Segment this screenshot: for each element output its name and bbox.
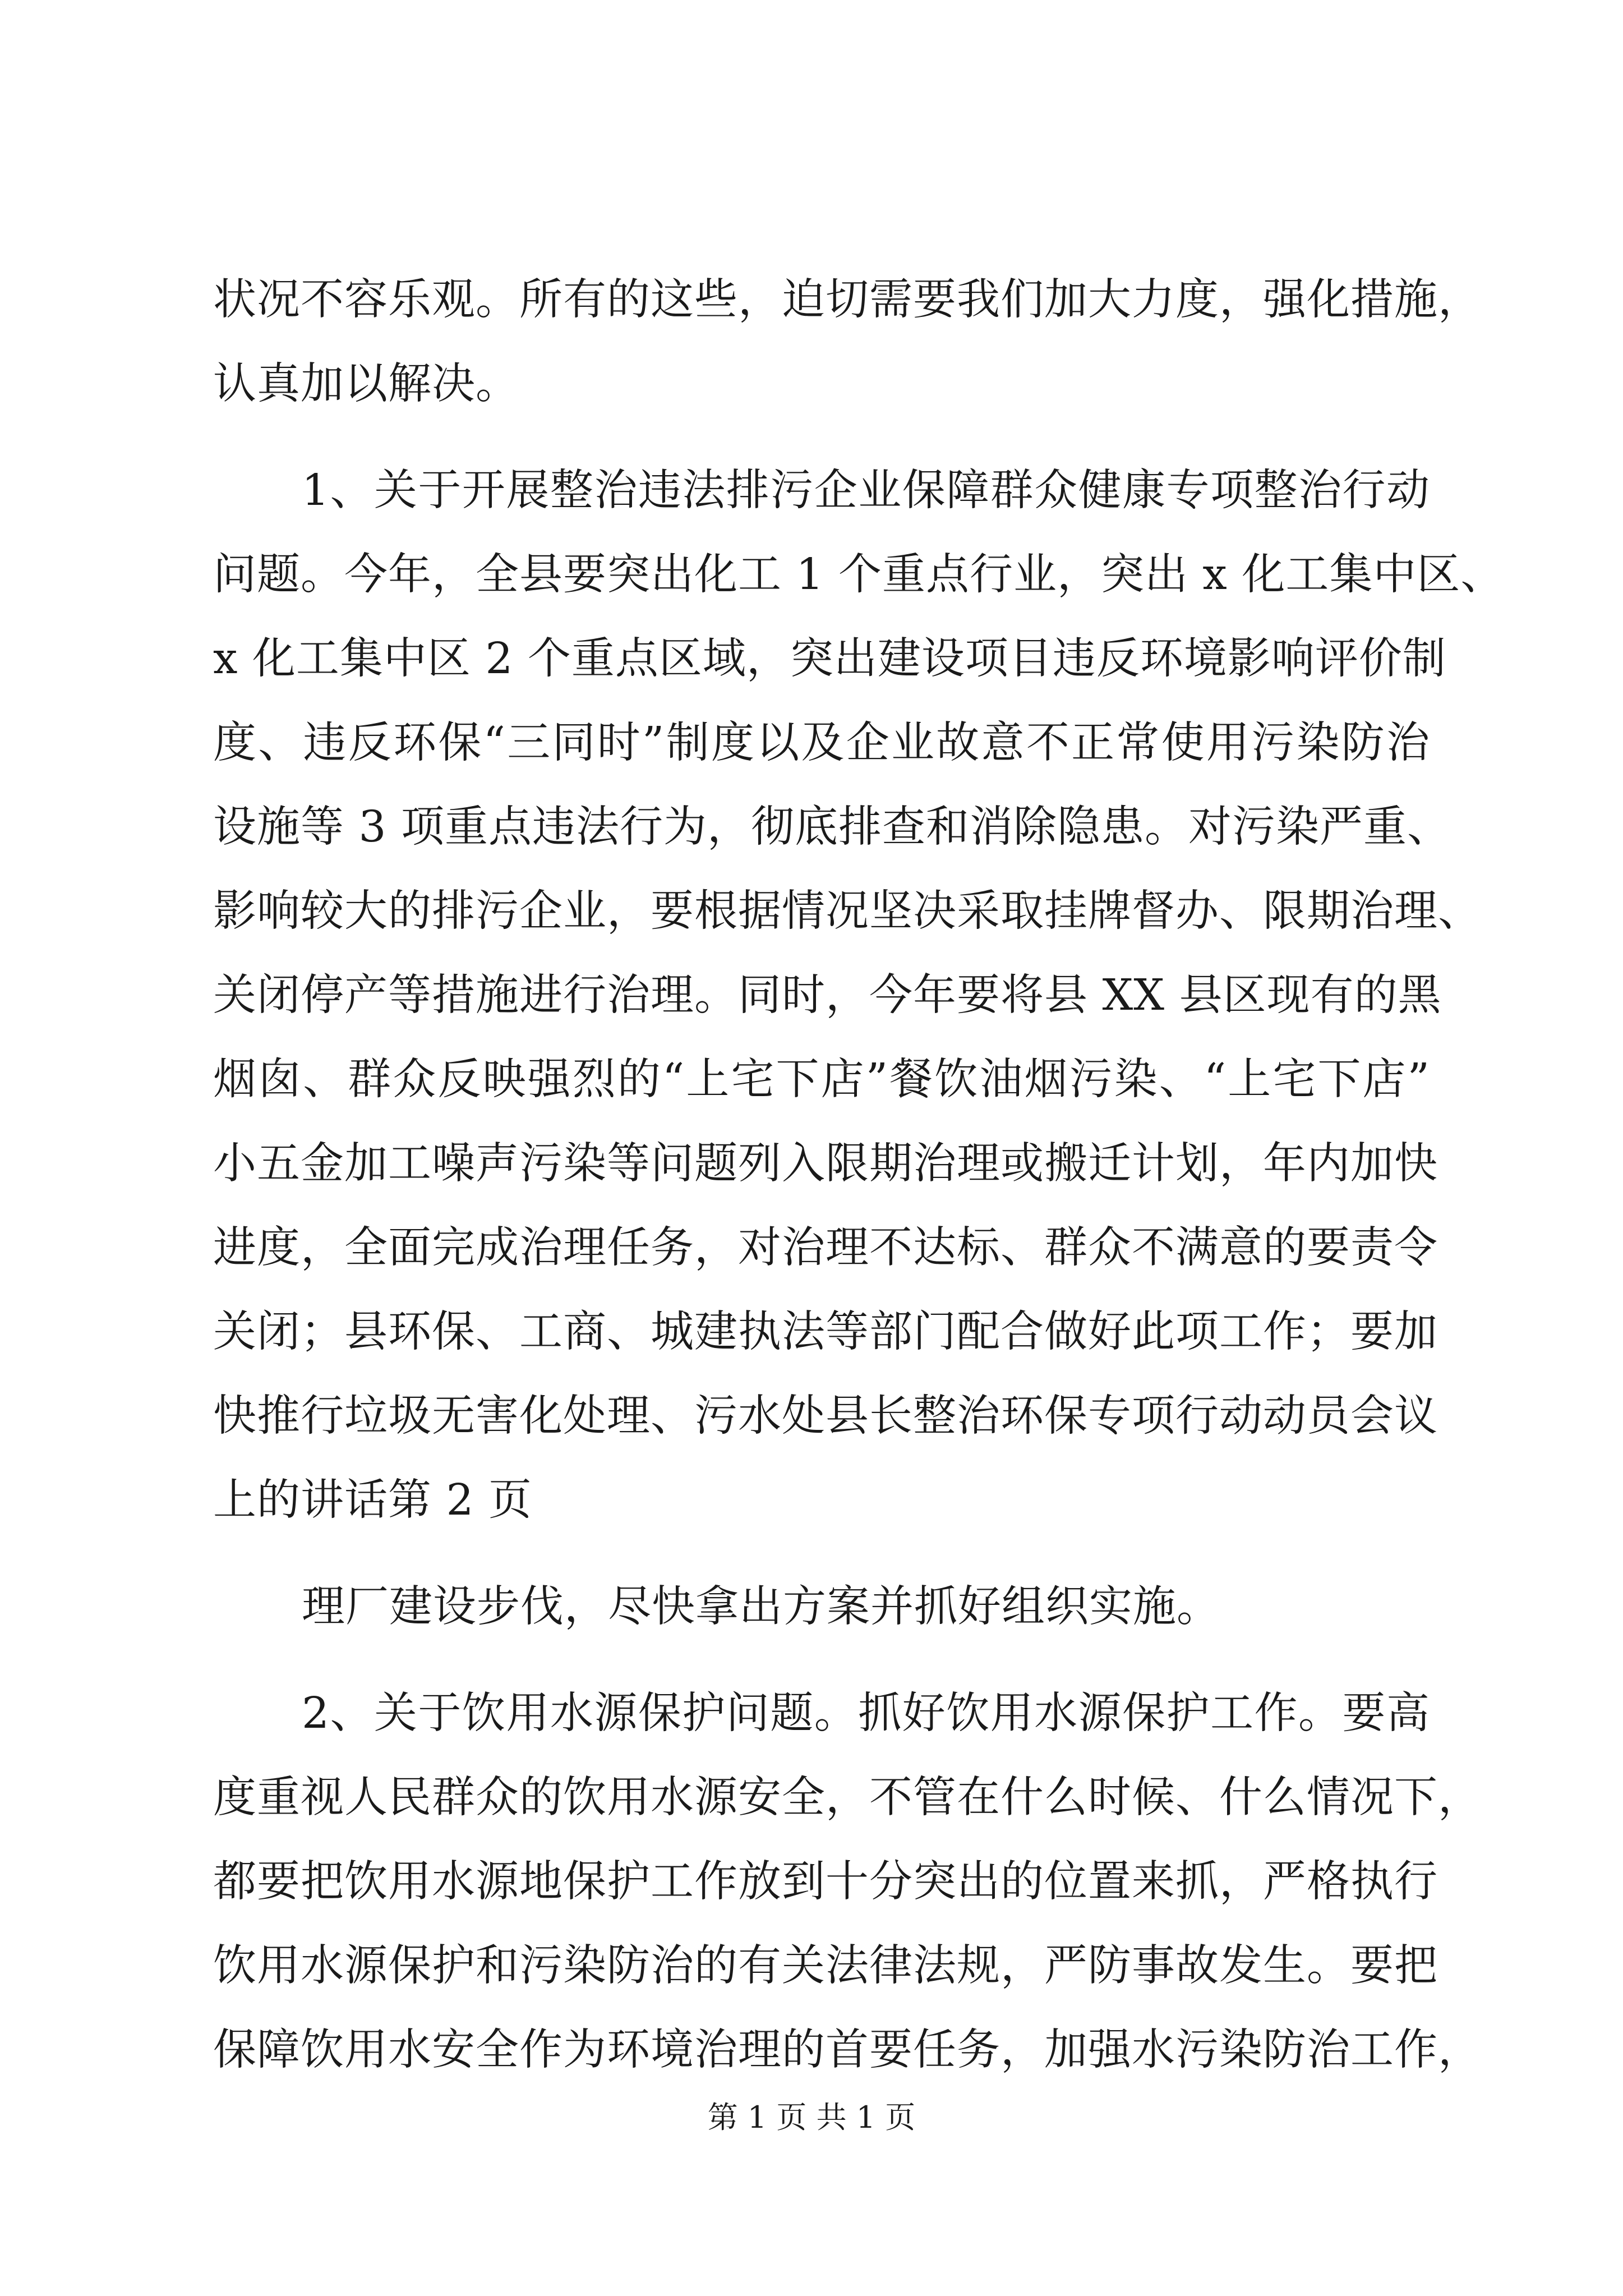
paragraph-line: 关闭；县环保、工商、城建执法等部门配合做好此项工作；要加 (213, 1307, 1438, 1357)
paragraph-line: 问题。今年，全县要突出化工 1 个重点行业，突出 x 化工集中区、 (213, 550, 1505, 600)
paragraph-line: 度重视人民群众的饮用水源安全，不管在什么时候、什么情况下， (213, 1773, 1482, 1823)
paragraph-line: 2、关于饮用水源保护问题。抓好饮用水源保护工作。要高 (302, 1688, 1430, 1738)
paragraph-line: 设施等 3 项重点违法行为，彻底排查和消除隐患。对污染严重、 (213, 802, 1451, 852)
paragraph-line: 认真加以解决。 (213, 359, 519, 409)
paragraph-line: 都要把饮用水源地保护工作放到十分突出的位置来抓，严格执行 (213, 1857, 1438, 1907)
paragraph-line: 理厂建设步伐，尽快拿出方案并抓好组织实施。 (302, 1582, 1220, 1632)
paragraph-line: 上的讲话第 2 页 (213, 1475, 532, 1525)
paragraph-line: x 化工集中区 2 个重点区域，突出建设项目违反环境影响评价制 (213, 634, 1446, 684)
paragraph-line: 关闭停产等措施进行治理。同时，今年要将县 XX 县区现有的黑 (213, 970, 1442, 1020)
paragraph-line: 影响较大的排污企业，要根据情况坚决采取挂牌督办、限期治理、 (213, 886, 1482, 936)
paragraph-line: 小五金加工噪声污染等问题列入限期治理或搬迁计划，年内加快 (213, 1139, 1438, 1189)
paragraph-line: 进度，全面完成治理任务，对治理不达标、群众不满意的要责令 (213, 1223, 1438, 1273)
page-footer: 第 1 页 共 1 页 (707, 2100, 916, 2135)
paragraph-line: 快推行垃圾无害化处理、污水处县长整治环保专项行动动员会议 (213, 1391, 1438, 1441)
paragraph-line: 饮用水源保护和污染防治的有关法律法规，严防事故发生。要把 (213, 1941, 1438, 1991)
paragraph-line: 烟囱、群众反映强烈的“上宅下店”餐饮油烟污染、“上宅下店” (213, 1055, 1430, 1105)
paragraph-line: 保障饮用水安全作为环境治理的首要任务，加强水污染防治工作， (213, 2025, 1482, 2075)
paragraph-line: 1、关于开展整治违法排污企业保障群众健康专项整治行动 (302, 466, 1430, 516)
paragraph-line: 状况不容乐观。所有的这些，迫切需要我们加大力度，强化措施， (213, 275, 1482, 325)
paragraph-line: 度、违反环保“三同时”制度以及企业故意不正常使用污染防治 (213, 718, 1430, 768)
